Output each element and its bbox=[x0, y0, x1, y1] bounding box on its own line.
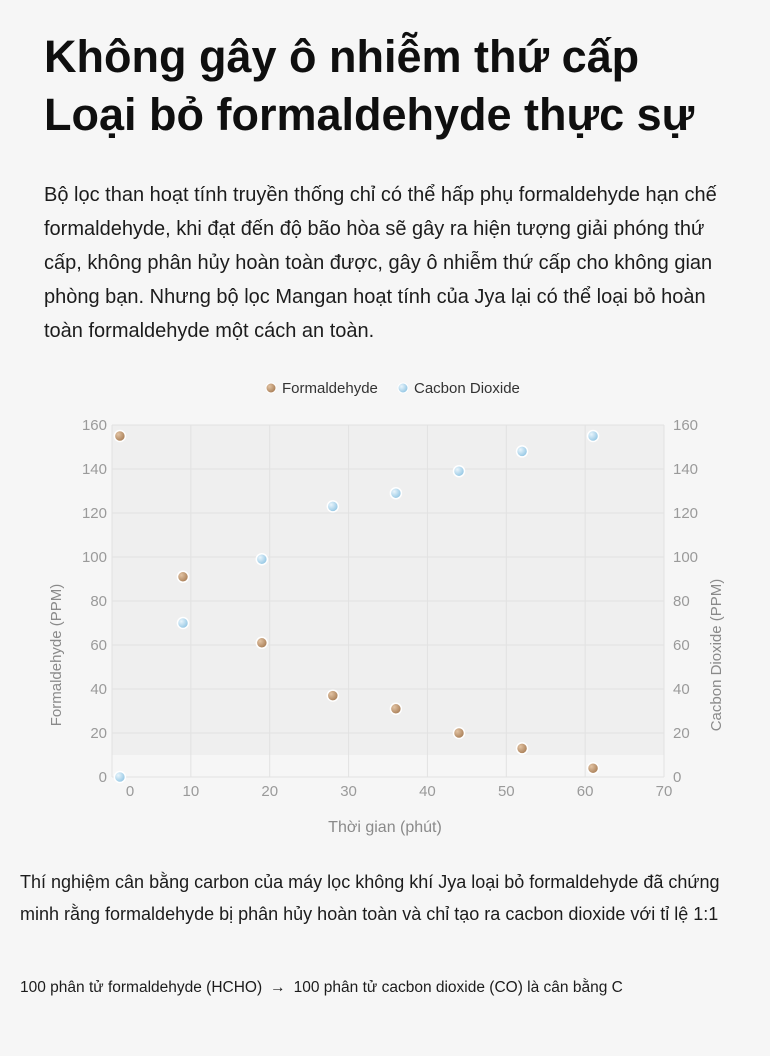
legend-label: Cacbon Dioxide bbox=[414, 380, 520, 397]
y-tick-label-left: 160 bbox=[81, 417, 107, 434]
footer-paragraph: Thí nghiệm cân bằng carbon của máy lọc không khí Jya loại bỏ formaldehyde đã chứng minh rằng formaldehyde bị phân hủy hoàn toàn và chỉ tạo ra cacbon dioxide với tỉ lệ 1:1 bbox=[20, 872, 720, 924]
title-line-2: Loại bỏ formaldehyde thực sự bbox=[44, 89, 695, 140]
y-tick-label-left: 100 bbox=[81, 549, 107, 566]
y-tick-label-left: 140 bbox=[81, 461, 107, 478]
y-tick-label-left: 20 bbox=[90, 725, 107, 742]
y-tick-label-right: 160 bbox=[673, 417, 699, 434]
x-tick-label: 0 bbox=[125, 783, 135, 800]
y-tick-label-right: 60 bbox=[673, 637, 690, 654]
x-tick-label: 30 bbox=[340, 783, 357, 800]
formaldehyde-point bbox=[517, 743, 528, 754]
plot-background bbox=[112, 425, 664, 755]
title-line-1: Không gây ô nhiễm thứ cấp bbox=[44, 31, 640, 82]
x-tick-label: 10 bbox=[182, 783, 200, 800]
formaldehyde-point bbox=[390, 703, 401, 714]
formaldehyde-point bbox=[588, 763, 599, 774]
cacbon-dioxide-point bbox=[588, 431, 599, 442]
formaldehyde-point bbox=[177, 571, 188, 582]
y-tick-label-right: 80 bbox=[673, 593, 690, 610]
cacbon-dioxide-point bbox=[327, 501, 338, 512]
cacbon-dioxide-point bbox=[453, 466, 464, 477]
page-title bbox=[44, 28, 754, 144]
scatter-chart bbox=[0, 360, 770, 850]
equation-left: 100 phân tử formaldehyde (HCHO) bbox=[20, 979, 263, 996]
formaldehyde-point bbox=[327, 690, 338, 701]
cacbon-dioxide-point bbox=[517, 446, 528, 457]
y-tick-label-left: 40 bbox=[90, 681, 107, 698]
chart-legend bbox=[266, 380, 520, 397]
y-tick-label-right: 40 bbox=[673, 681, 690, 698]
formaldehyde-point bbox=[256, 637, 267, 648]
equation-line bbox=[20, 976, 760, 1000]
formaldehyde-point bbox=[114, 431, 125, 442]
equation-right: 100 phân tử cacbon dioxide (CO) là cân bằng C bbox=[293, 979, 623, 996]
y-tick-label-right: 120 bbox=[673, 505, 699, 522]
y-axis-label-right: Cacbon Dioxide (PPM) bbox=[708, 578, 725, 732]
y-axis-label-left: Formaldehyde (PPM) bbox=[48, 583, 65, 727]
x-tick-label: 60 bbox=[576, 783, 594, 800]
y-tick-label-right: 100 bbox=[673, 549, 699, 566]
cacbon-dioxide-point bbox=[256, 554, 267, 565]
x-axis-label: Thời gian (phút) bbox=[328, 819, 442, 836]
cacbon-dioxide-point bbox=[114, 772, 125, 783]
x-tick-label: 40 bbox=[419, 783, 436, 800]
intro-paragraph: Bộ lọc than hoạt tính truyền thống chỉ có thể hấp phụ formaldehyde hạn chế formaldehyde, khi đạt đến độ bão hòa sẽ gây ra hiện tượng giải phóng thứ cấp, không phân hủy hoàn toàn được, gây ô nhiễm thứ cấp cho không gian phòng bạn. Nhưng bộ lọc Mangan hoạt tính của Jya lại có thể loại bỏ hoàn toàn formaldehyde một cách an toàn. bbox=[44, 184, 717, 342]
legend-marker bbox=[266, 383, 276, 393]
y-tick-label-left: 0 bbox=[98, 769, 107, 786]
arrow-icon: → bbox=[270, 979, 286, 996]
formaldehyde-point bbox=[453, 728, 464, 739]
y-tick-label-left: 80 bbox=[90, 593, 107, 610]
x-tick-label: 70 bbox=[655, 783, 673, 800]
x-tick-label: 50 bbox=[497, 783, 515, 800]
y-tick-label-left: 120 bbox=[81, 505, 107, 522]
cacbon-dioxide-point bbox=[390, 488, 401, 499]
y-tick-label-right: 20 bbox=[673, 725, 690, 742]
plot-area bbox=[112, 425, 664, 755]
y-tick-label-right: 0 bbox=[673, 769, 682, 786]
cacbon-dioxide-point bbox=[177, 618, 188, 629]
legend-label: Formaldehyde bbox=[282, 380, 378, 397]
y-tick-label-right: 140 bbox=[673, 461, 699, 478]
y-tick-label-left: 60 bbox=[90, 637, 107, 654]
legend-marker bbox=[398, 383, 408, 393]
x-tick-label: 20 bbox=[261, 783, 279, 800]
